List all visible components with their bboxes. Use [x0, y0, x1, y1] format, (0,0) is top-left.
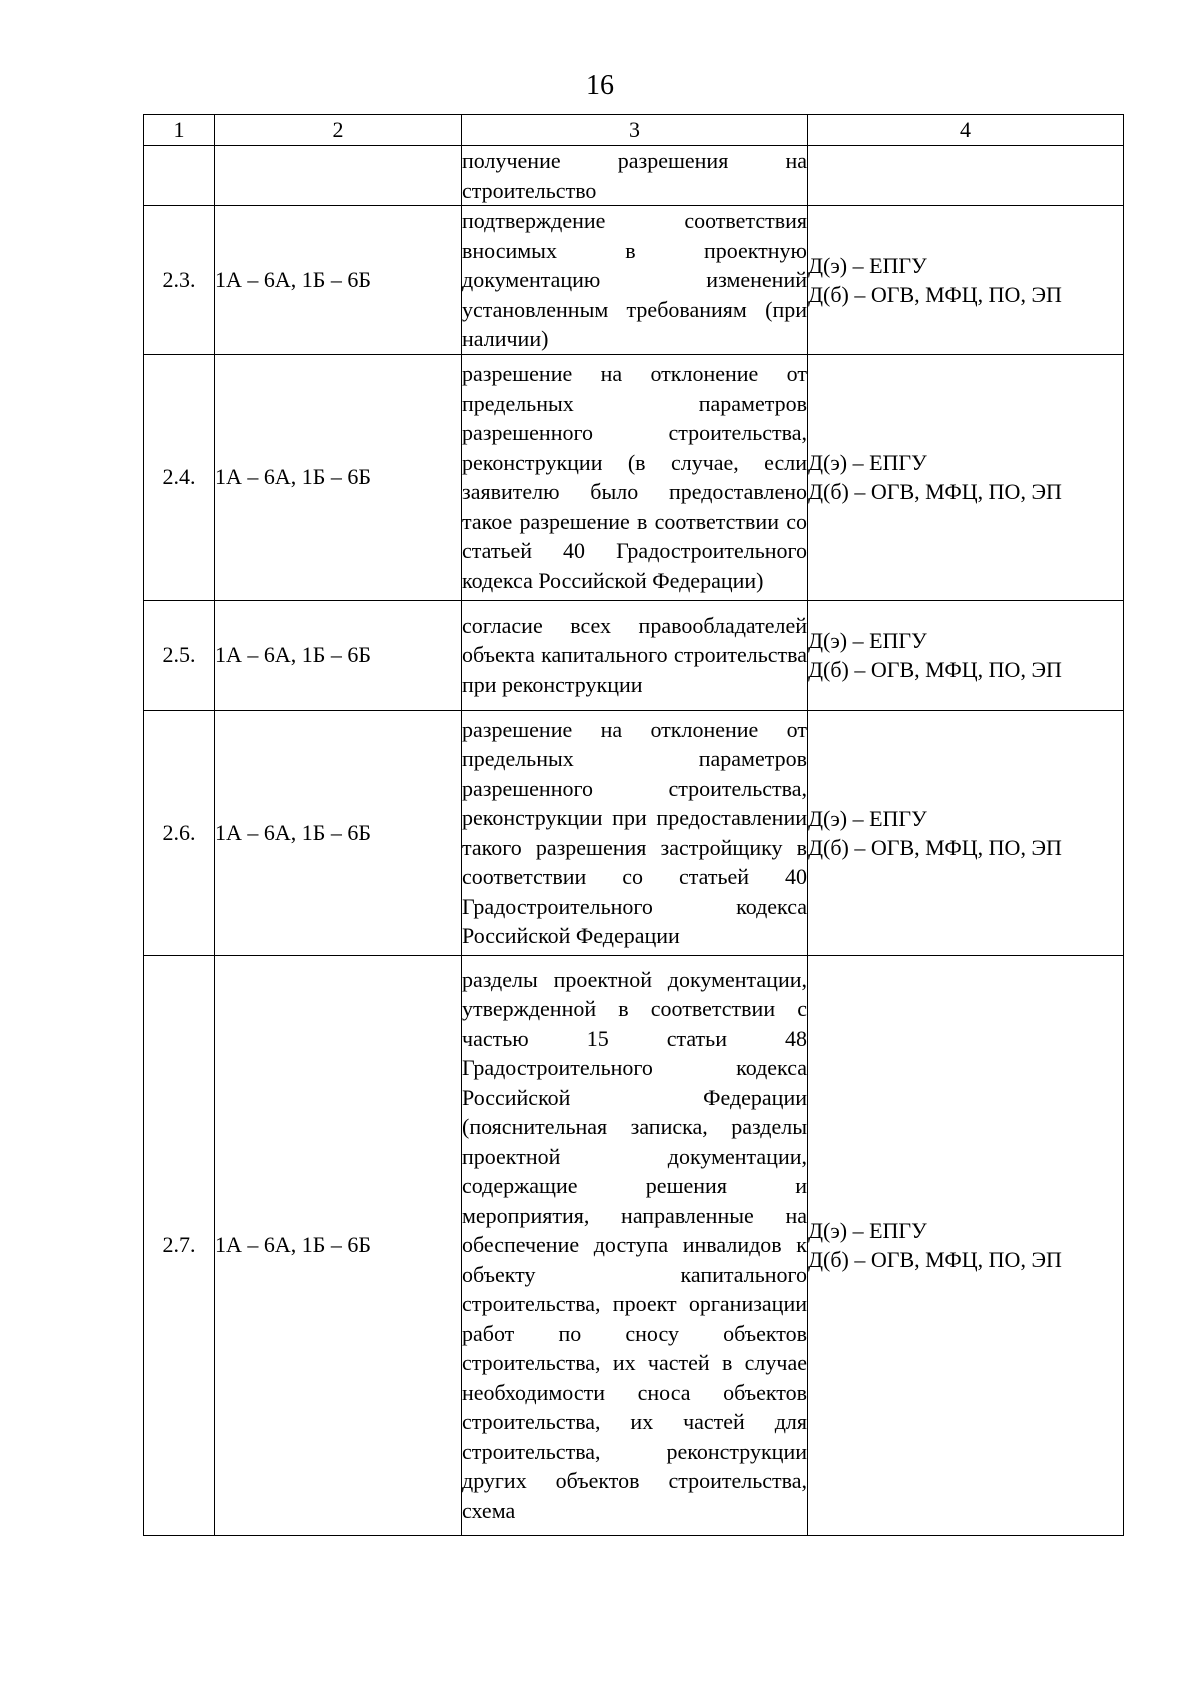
- source-electronic: Д(э) – ЕПГУ: [808, 1218, 927, 1243]
- table-row: [144, 146, 1124, 206]
- row-requirement: [462, 206, 808, 355]
- source-electronic: Д(э) – ЕПГУ: [808, 252, 927, 278]
- table-row: [144, 710, 1124, 955]
- requirement-text: разрешение на отклонение от предельных параметров разрешенного строительства, реконструкции при предоставлении такого разрешения застройщику в соответствии со статьей 40 Градостроительного кодекса Российской Федерации: [462, 716, 807, 948]
- row-requirement: [462, 600, 808, 710]
- row-codes: [215, 146, 462, 206]
- table-row: [144, 354, 1124, 600]
- source-paper: Д(б) – ОГВ, МФЦ, ПО, ЭП: [808, 834, 1062, 860]
- requirement-text: подтверждение соответствия вносимых в проектную документацию изменений установленным требованиям (при наличии): [462, 208, 807, 351]
- requirement-text: получение разрешения на строительство: [462, 148, 807, 203]
- source-paper: Д(б) – ОГВ, МФЦ, ПО, ЭП: [808, 281, 1062, 307]
- row-requirement: [462, 354, 808, 600]
- table-row: [144, 206, 1124, 355]
- row-codes: 1А – 6А, 1Б – 6Б: [215, 354, 462, 600]
- row-number: 2.5.: [144, 600, 215, 710]
- requirement-text: разделы проектной документации, утвержденной в соответствии с частью 15 статьи 48 Градостроительного кодекса Российской Федерации (пояснительная записка, разделы проектной документации, содержащие решения и мероприятия, направленные на обеспечение доступа инвалидов к объекту капитального строительства, проект организации работ по сносу объектов строительства, их частей в случае необходимости сноса объектов строительства, их частей для строительства, реконструкции других объектов строительства, схема: [462, 966, 807, 1523]
- requirements-table: [143, 114, 1124, 1536]
- row-number: 2.4.: [144, 354, 215, 600]
- source-electronic: Д(э) – ЕПГУ: [808, 450, 927, 475]
- requirement-text: согласие всех правообладателей объекта капитального строительства при реконструкции: [462, 612, 807, 697]
- row-number: 2.7.: [144, 955, 215, 1535]
- row-sources: [808, 146, 1124, 206]
- row-sources: [808, 955, 1124, 1535]
- row-number: 2.3.: [144, 206, 215, 355]
- row-sources: [808, 600, 1124, 710]
- table-header-row: [144, 115, 1124, 146]
- row-sources: [808, 206, 1124, 355]
- column-header-1: 1: [144, 115, 215, 146]
- column-header-3: 3: [462, 115, 808, 146]
- source-paper: Д(б) – ОГВ, МФЦ, ПО, ЭП: [808, 1247, 1062, 1272]
- column-header-2: 2: [215, 115, 462, 146]
- source-paper: Д(б) – ОГВ, МФЦ, ПО, ЭП: [808, 479, 1062, 504]
- row-number: [144, 146, 215, 206]
- source-paper: Д(б) – ОГВ, МФЦ, ПО, ЭП: [808, 657, 1062, 682]
- row-codes: 1А – 6А, 1Б – 6Б: [215, 955, 462, 1535]
- row-requirement: [462, 146, 808, 206]
- source-electronic: Д(э) – ЕПГУ: [808, 805, 927, 831]
- row-codes: 1А – 6А, 1Б – 6Б: [215, 206, 462, 355]
- row-number: 2.6.: [144, 710, 215, 955]
- row-codes: 1А – 6А, 1Б – 6Б: [215, 710, 462, 955]
- table-row: [144, 955, 1124, 1535]
- page-number: 16: [586, 70, 614, 101]
- row-requirement: [462, 955, 808, 1535]
- row-sources: [808, 354, 1124, 600]
- row-codes: 1А – 6А, 1Б – 6Б: [215, 600, 462, 710]
- row-requirement: [462, 710, 808, 955]
- row-sources: [808, 710, 1124, 955]
- column-header-4: 4: [808, 115, 1124, 146]
- table-row: [144, 600, 1124, 710]
- requirement-text: разрешение на отклонение от предельных параметров разрешенного строительства, реконструкции (в случае, если заявителю было предоставлено такое разрешение в соответствии со статьей 40 Градостроительного кодекса Российской Федерации): [462, 361, 807, 593]
- source-electronic: Д(э) – ЕПГУ: [808, 628, 927, 653]
